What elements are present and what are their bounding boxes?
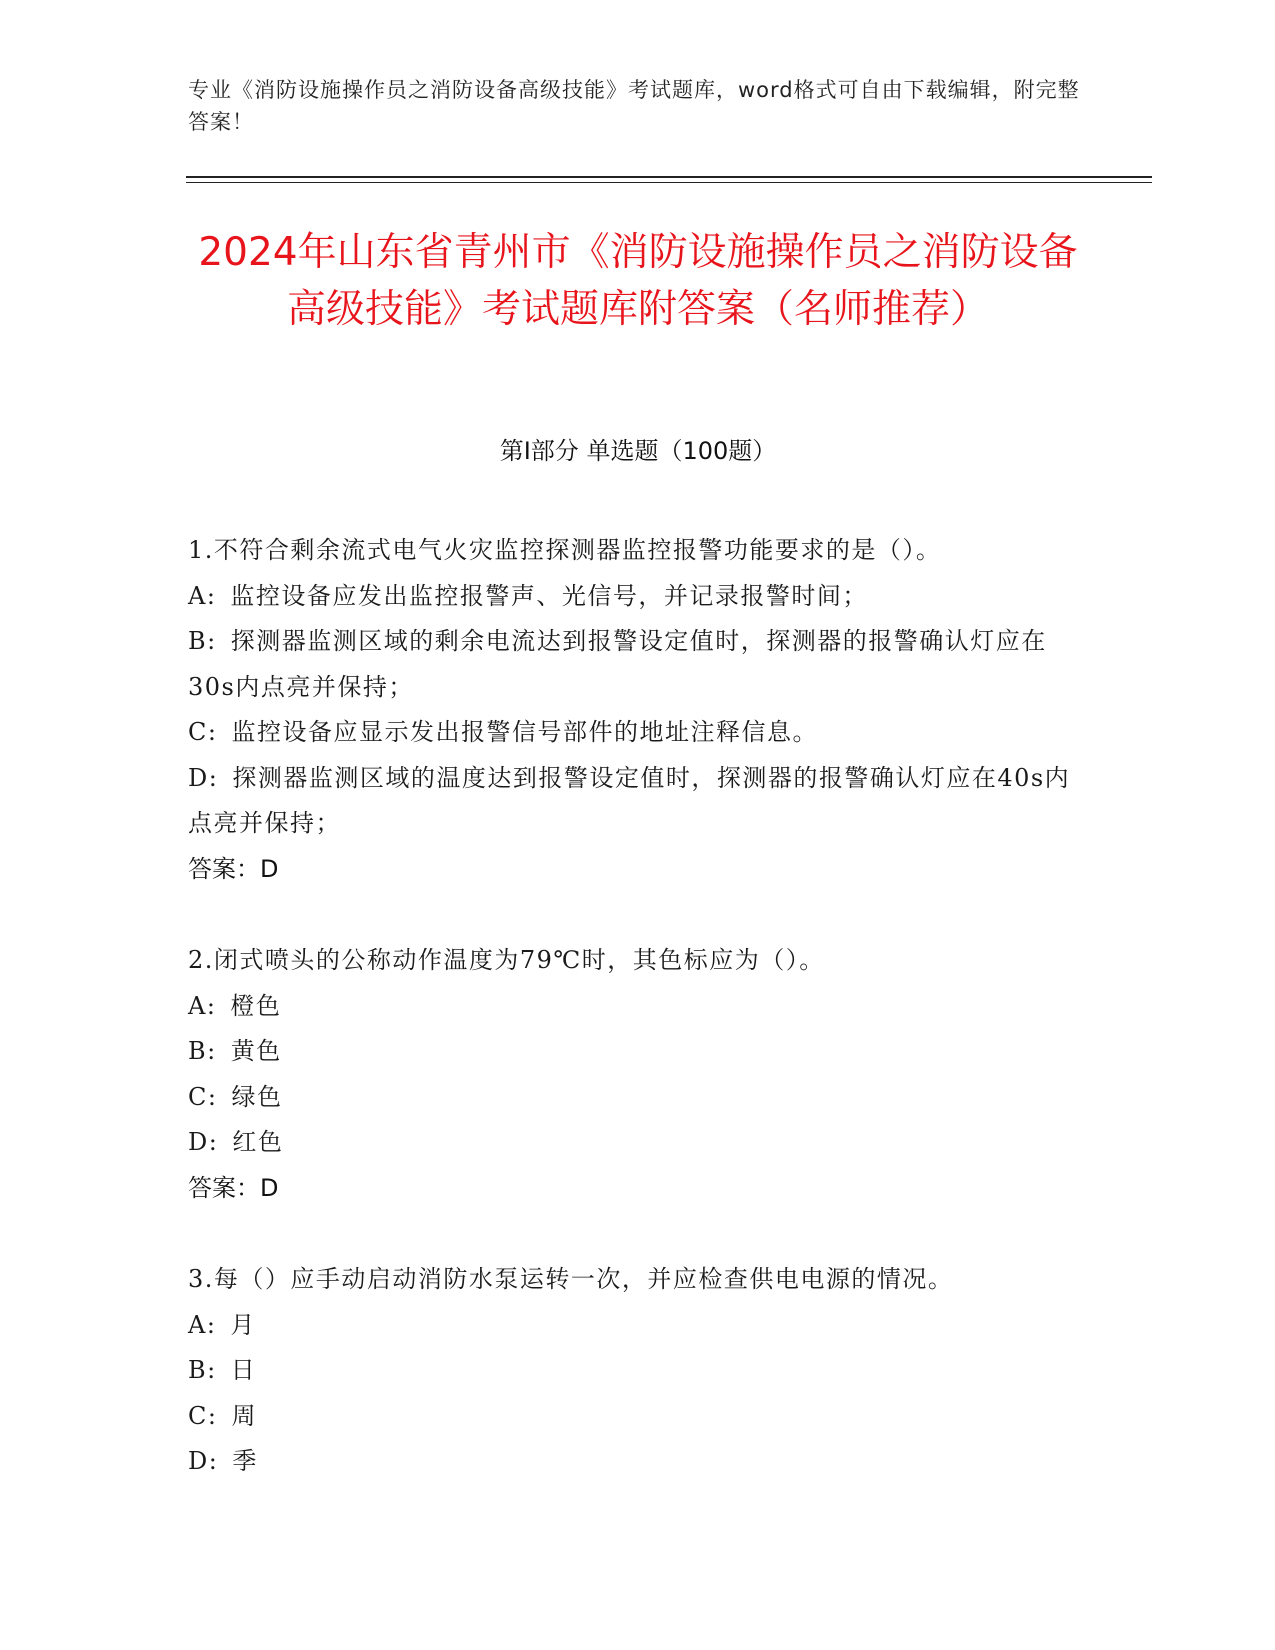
question-option [188, 1120, 1088, 1166]
option-key: C: [188, 1082, 218, 1111]
question-block [188, 528, 1088, 892]
option-text: 探测器监测区域的剩余电流达到报警设定值时，探测器的报警确认灯应在30s内点亮并保持； [188, 627, 1047, 701]
option-key: B: [188, 1037, 217, 1065]
option-key: A: [188, 1310, 217, 1339]
option-text: 月 [230, 1310, 256, 1339]
option-text: 监控设备应显示发出报警信号部件的地址注释信息。 [231, 718, 818, 746]
option-key: C: [188, 1401, 218, 1430]
option-text: 日 [230, 1356, 257, 1384]
option-text: 黄色 [230, 1037, 282, 1065]
header-divider-thin [186, 182, 1152, 183]
answer-label: 答案： [188, 1173, 260, 1202]
question-option [188, 1439, 1088, 1485]
question-stem: 1.不符合剩余流式电气火灾监控探测器监控报警功能要求的是（）。 [188, 536, 942, 564]
option-text: 周 [231, 1401, 257, 1430]
question-option [188, 1029, 1088, 1075]
option-key: D: [188, 1447, 219, 1475]
option-key: A: [188, 581, 217, 610]
question-option [188, 619, 1088, 710]
question-block [188, 938, 1088, 1211]
option-key: C: [188, 718, 218, 746]
document-title: 2024年山东省青州市《消防设施操作员之消防设备高级技能》考试题库附答案（名师推荐） [198, 230, 1078, 332]
answer-label: 答案： [188, 854, 260, 883]
question-option [188, 756, 1088, 847]
option-key: D: [188, 763, 219, 792]
option-text: 红色 [232, 1128, 284, 1156]
option-key: A: [188, 991, 217, 1020]
section-title: 第I部分 单选题（100题） [499, 437, 777, 465]
answer-value: D [260, 854, 279, 883]
header-divider-thick [186, 176, 1152, 178]
question-option [188, 1303, 1088, 1349]
question-option [188, 710, 1088, 756]
answer-line [188, 847, 1088, 893]
option-key: B: [188, 1356, 217, 1384]
question-option [188, 1075, 1088, 1121]
header-note: 专业《消防设施操作员之消防设备高级技能》考试题库，word格式可自由下载编辑，附完整答案！ [188, 78, 1080, 134]
question-stem: 2.闭式喷头的公称动作温度为79℃时，其色标应为（）。 [188, 946, 825, 974]
option-text: 季 [232, 1447, 258, 1475]
question-stem: 3.每（）应手动启动消防水泵运转一次，并应检查供电电源的情况。 [188, 1265, 954, 1293]
option-text: 探测器监测区域的温度达到报警设定值时，探测器的报警确认灯应在40s内点亮并保持； [188, 763, 1071, 837]
question-option [188, 1348, 1088, 1394]
answer-value: D [260, 1173, 279, 1202]
option-text: 监控设备应发出监控报警声、光信号，并记录报警时间； [230, 581, 868, 610]
option-text: 橙色 [230, 991, 282, 1020]
answer-line [188, 1166, 1088, 1212]
question-list [188, 528, 1088, 1531]
question-block [188, 1257, 1088, 1485]
question-option [188, 984, 1088, 1030]
option-text: 绿色 [231, 1082, 283, 1111]
option-key: D: [188, 1128, 219, 1156]
question-option [188, 574, 1088, 620]
question-option [188, 1394, 1088, 1440]
option-key: B: [188, 627, 217, 655]
